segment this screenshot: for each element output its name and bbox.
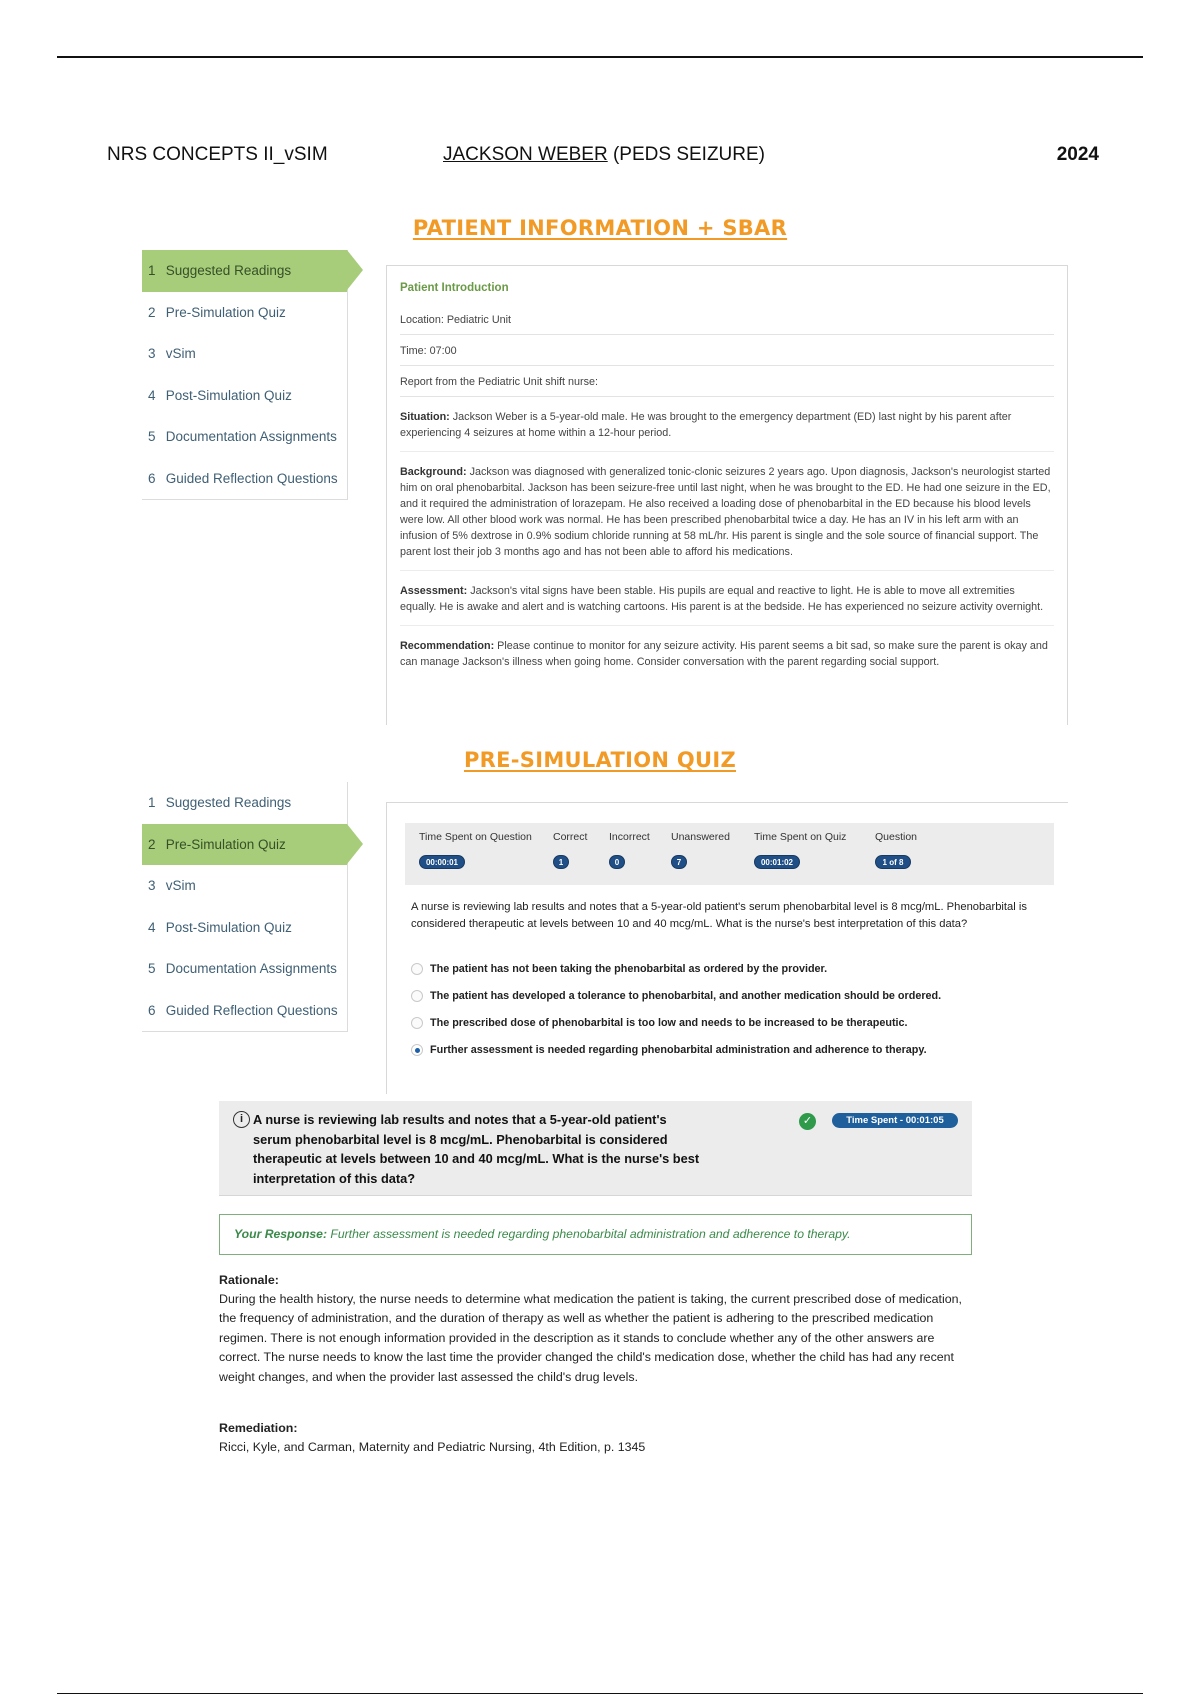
document-year: 2024 <box>1056 144 1099 165</box>
background-paragraph: Background: Jackson was diagnosed with generalized tonic-clonic seizures 2 years ago. Upon diagnosis, Jackson's neurologist started him on oral phenobarbital. Jackson has been seizure-free until last night, when he was brought to the ED. He had one seizure in the ED, and it required the administration of lorazepam. He also received a loading dose of phenobarbital in the ED because his blood levels were low. All other blood work was normal. He has been prescribed phenobarbital twice a day. He has an IV in his left arm with an infusion of 5% dextrose in 0.9% sodium chloride running at 58 mL/hr. His parent is single and the sole source of financial support. The parent lost their job 3 months ago and has not been able to afford his medications. <box>400 452 1054 571</box>
question-review-card <box>219 1101 972 1196</box>
rationale-heading: Rationale: <box>219 1273 279 1287</box>
your-response-box: Your Response: Further assessment is needed regarding phenobarbital administration and adherence to therapy. <box>219 1214 972 1255</box>
info-icon: i <box>233 1111 250 1128</box>
answer-option[interactable]: The patient has developed a tolerance to phenobarbital, and another medication should be ordered. <box>411 988 1051 1015</box>
location-line: Location: Pediatric Unit <box>400 304 1054 335</box>
stat-question: Question 1 of 8 <box>875 831 918 867</box>
radio-button[interactable] <box>411 963 423 975</box>
rationale-text: During the health history, the nurse needs to determine what medication the patient is taking, the current prescribed dose of medication, the frequency of administration, and the duration of therapy as well as whether the patient is adhering to the prescribed medication regimen. There is not enough information provided in the description as it stands to conclude whether any of the other answers are correct. The nurse needs to know the last time the provider changed the child's medication dose, whether the child has had any recent weight changes, and when the provider last assessed the child's drug levels. <box>219 1292 962 1384</box>
nav-item-guided-reflection[interactable]: 6 Guided Reflection Questions <box>148 470 338 486</box>
nav-item-post-simulation-quiz[interactable]: 4 Post-Simulation Quiz <box>148 919 292 935</box>
stat-value-pill: 00:00:01 <box>419 855 465 869</box>
answer-options <box>411 961 1051 1069</box>
answer-option-selected[interactable]: Further assessment is needed regarding phenobarbital administration and adherence to therapy. <box>411 1042 1051 1069</box>
review-question-text: A nurse is reviewing lab results and notes that a 5-year-old patient's serum phenobarbital level is 8 mcg/mL. Phenobarbital is considered therapeutic at levels between 10 and 40 mcg/mL. What is the nurse's best interpretation of this data? <box>253 1112 700 1186</box>
section-title-patient-info: PATIENT INFORMATION + SBAR <box>412 216 788 240</box>
answer-option[interactable]: The prescribed dose of phenobarbital is too low and needs to be increased to be therapeutic. <box>411 1015 1051 1042</box>
sidebar-nav-1 <box>142 250 348 500</box>
nav-item-documentation-assignments[interactable]: 5 Documentation Assignments <box>148 429 337 444</box>
time-line: Time: 07:00 <box>400 335 1054 366</box>
nav-item-pre-simulation-quiz[interactable]: 2 Pre-Simulation Quiz <box>142 824 347 866</box>
nav-item-pre-simulation-quiz[interactable]: 2 Pre-Simulation Quiz <box>148 304 286 320</box>
nav-item-vsim[interactable]: 3 vSim <box>148 878 196 893</box>
situation-paragraph: Situation: Jackson Weber is a 5-year-old male. He was brought to the emergency department (ED) last night by his parent after experiencing 4 seizures at home within a 12-hour period. <box>400 397 1054 452</box>
radio-button[interactable] <box>411 1017 423 1029</box>
recommendation-paragraph: Recommendation: Please continue to monitor for any seizure activity. His parent seems a bit sad, so make sure the parent is okay and can manage Jackson's illness when going home. Consider conversation with the parent regarding social support. <box>400 640 1048 668</box>
panel-heading: Patient Introduction <box>400 282 509 294</box>
nav-item-suggested-readings[interactable]: 1 Suggested Readings <box>142 250 347 292</box>
bottom-rule <box>57 1693 1143 1694</box>
stat-time-on-question: Time Spent on Question 00:00:01 <box>419 831 532 867</box>
remediation-heading: Remediation: <box>219 1421 298 1435</box>
stat-value-pill: 1 <box>553 855 569 869</box>
sidebar-nav-2 <box>142 782 348 1032</box>
nav-item-guided-reflection[interactable]: 6 Guided Reflection Questions <box>148 1002 338 1018</box>
nav-item-vsim[interactable]: 3 vSim <box>148 346 196 361</box>
nav-item-post-simulation-quiz[interactable]: 4 Post-Simulation Quiz <box>148 387 292 403</box>
nav-item-suggested-readings[interactable]: 1 Suggested Readings <box>148 795 292 810</box>
stat-time-on-quiz: Time Spent on Quiz 00:01:02 <box>754 831 847 867</box>
correct-check-icon: ✓ <box>799 1113 816 1130</box>
course-name: NRS CONCEPTS II_vSIM <box>107 144 328 165</box>
case-title <box>443 144 765 166</box>
section-title-pre-sim-quiz: PRE-SIMULATION QUIZ <box>463 748 737 772</box>
rationale-section <box>219 1273 979 1387</box>
top-rule <box>57 56 1143 58</box>
remediation-text: Ricci, Kyle, and Carman, Maternity and Pediatric Nursing, 4th Edition, p. 1345 <box>219 1440 646 1454</box>
stat-value-pill: 0 <box>609 855 625 869</box>
radio-button[interactable] <box>411 990 423 1002</box>
patient-introduction-panel <box>386 265 1068 725</box>
stat-value-pill: 7 <box>671 855 687 869</box>
stat-incorrect: Incorrect 0 <box>609 831 650 867</box>
patient-case: (PEDS SEIZURE) <box>607 144 766 165</box>
report-line: Report from the Pediatric Unit shift nurse: <box>400 366 1054 397</box>
nav-item-documentation-assignments[interactable]: 5 Documentation Assignments <box>148 961 337 976</box>
patient-name: JACKSON WEBER <box>443 144 608 165</box>
stat-value-pill: 1 of 8 <box>875 855 911 869</box>
stat-unanswered: Unanswered 7 <box>671 831 730 867</box>
remediation-section <box>219 1421 979 1454</box>
stat-correct: Correct 1 <box>553 831 588 867</box>
stat-value-pill: 00:01:02 <box>754 855 800 869</box>
quiz-stats-bar <box>405 823 1054 885</box>
question-text: A nurse is reviewing lab results and notes that a 5-year-old patient's serum phenobarbital level is 8 mcg/mL. Phenobarbital is considered therapeutic at levels between 10 and 40 mcg/mL. What is the nurse's best interpretation of this data? <box>411 901 1027 930</box>
document-header <box>107 144 1099 170</box>
time-spent-badge: Time Spent - 00:01:05 <box>832 1113 958 1128</box>
answer-option[interactable]: The patient has not been taking the phenobarbital as ordered by the provider. <box>411 961 1051 988</box>
radio-button-checked[interactable] <box>411 1044 423 1056</box>
quiz-panel <box>386 802 1068 1094</box>
assessment-paragraph: Assessment: Jackson's vital signs have been stable. His pupils are equal and reactive to light. He is able to move all extremities equally. He is awake and alert and is watching cartoons. His parent is at the bedside. He has experienced no seizure activity overnight. <box>400 571 1054 626</box>
